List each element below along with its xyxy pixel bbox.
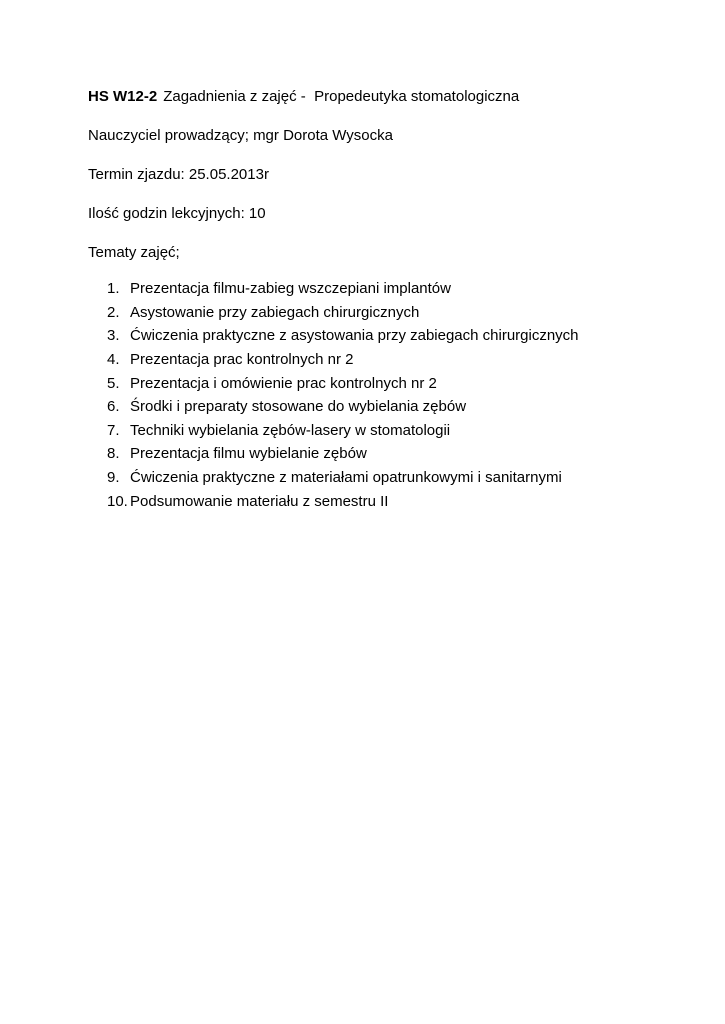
list-item-text: Środki i preparaty stosowane do wybielania zębów [130,398,467,416]
topics-list [88,277,698,513]
list-item-text: Prezentacja prac kontrolnych nr 2 [130,351,354,369]
list-item-text: Techniki wybielania zębów-lasery w stomatologii [130,421,451,439]
list-item-number: 4. [107,351,120,369]
teacher-line: Nauczyciel prowadzący; mgr Dorota Wysocka [88,127,393,144]
document-header [88,87,698,106]
list-item-number: 6. [107,398,120,416]
list-item-text: Ćwiczenia praktyczne z materiałami opatrunkowymi i sanitarnymi [130,469,562,487]
list-item [88,466,698,490]
list-item [88,348,698,372]
header-title: Zagadnienia z zajęć - Propedeutyka stomatologiczna [163,88,520,105]
list-item [88,277,698,301]
list-item-number: 1. [107,280,120,298]
list-item-number: 7. [107,421,120,439]
list-item-text: Prezentacja filmu wybielanie zębów [130,445,367,463]
list-item-text: Prezentacja i omówienie prac kontrolnych nr 2 [130,374,437,392]
list-item [88,301,698,325]
header-code: HS W12-2 [88,88,158,105]
hours-line: Ilość godzin lekcyjnych: 10 [88,205,266,222]
list-item-text: Prezentacja filmu-zabieg wszczepiani implantów [130,280,451,298]
document-content [88,87,698,513]
list-item-text: Asystowanie przy zabiegach chirurgicznych [130,303,420,321]
list-item-text: Ćwiczenia praktyczne z asystowania przy zabiegach chirurgicznych [130,327,579,345]
list-item-text: Podsumowanie materiału z semestru II [130,492,389,510]
list-item [88,442,698,466]
list-item-number: 8. [107,445,120,463]
topics-heading: Tematy zajęć; [88,244,180,261]
list-item-number: 5. [107,374,120,392]
date-line: Termin zjazdu: 25.05.2013r [88,166,269,183]
list-item [88,489,698,513]
list-item [88,419,698,443]
list-item-number: 2. [107,303,120,321]
list-item-number: 9. [107,469,120,487]
list-item [88,324,698,348]
list-item [88,371,698,395]
list-item-number: 3. [107,327,120,345]
list-item-number: 10. [107,492,128,510]
list-item [88,395,698,419]
